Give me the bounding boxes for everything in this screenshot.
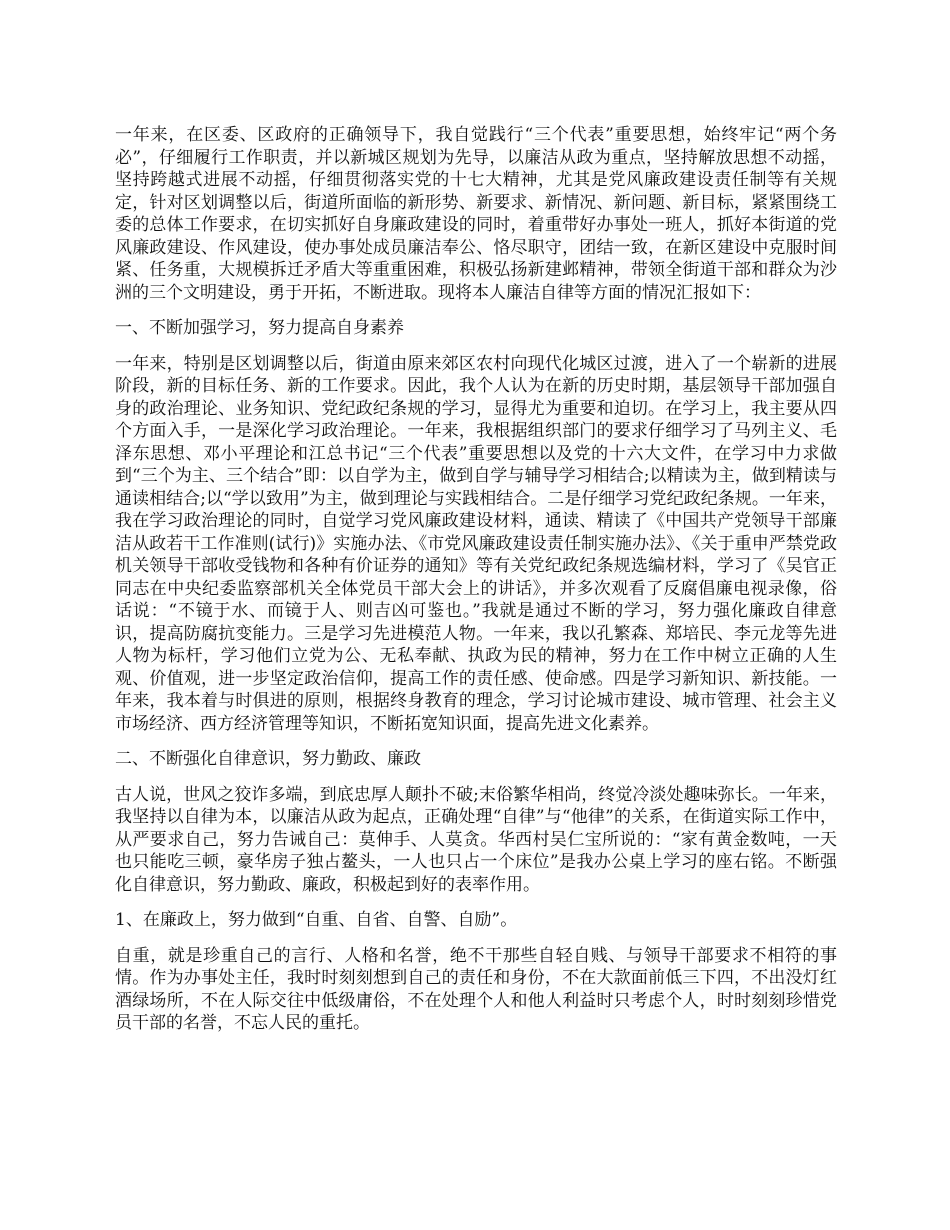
- document-body: [115, 124, 837, 1048]
- intro-paragraph: 一年来，在区委、区政府的正确领导下，我自觉践行“三个代表”重要思想，始终牢记“两个务必”，仔细履行工作职责，并以新城区规划为先导，以廉洁从政为重点，坚持解放思想不动摇，坚持跨越式进展不动摇，仔细贯彻落实党的十七大精神，尤其是党风廉政建设责任制等有关规定，针对区划调整以后，街道所面临的新形势、新要求、新情况、新问题、新目标，紧紧围绕工委的总体工作要求，在切实抓好自身廉政建设的同时，着重带好办事处一班人，抓好本街道的党风廉政建设、作风建设，使办事处成员廉洁奉公、恪尽职守，团结一致，在新区建设中克服时间紧、任务重，大规模拆迁矛盾大等重重困难，积极弘扬新建邺精神，带领全街道干部和群众为沙洲的三个文明建设，勇于开拓，不断进取。现将本人廉洁自律等方面的情况汇报如下：: [115, 125, 837, 303]
- subsection-heading-1: 1、在廉政上，努力做到“自重、自省、自警、自励”。: [115, 910, 518, 930]
- section-heading-1: 一、不断加强学习，努力提高自身素养: [115, 318, 404, 338]
- study-paragraph: 一年来，特别是区划调整以后，街道由原来郊区农村向现代化城区过渡，进入了一个崭新的进展阶段，新的目标任务、新的工作要求。因此，我个人认为在新的历史时期，基层领导干部加强自身的政治理论、业务知识、党纪政纪条规的学习，显得尤为重要和迫切。在学习上，我主要从四个方面入手，一是深化学习政治理论。一年来，我根据组织部门的要求仔细学习了马列主义、毛泽东思想、邓小平理论和江总书记“三个代表”重要思想以及党的十六大文件，在学习中力求做到“三个为主、三个结合”即：以自学为主，做到自学与辅导学习相结合;以精读为主，做到精读与通读相结合;以“学以致用”为主，做到理论与实践相结合。二是仔细学习党纪政纪条规。一年来，我在学习政治理论的同时，自觉学习党风廉政建设材料，通读、精读了《中国共产党领导干部廉洁从政若干工作准则(试行)》实施办法、《市党风廉政建设责任制实施办法》、《关于重申严禁党政机关领导干部收受钱物和各种有价证券的通知》等有关党纪政纪条规选编材料，学习了《吴官正同志在中央纪委监察部机关全体党员干部大会上的讲话》，并多次观看了反腐倡廉电视录像，俗话说：“不镜于水、而镜于人、则吉凶可鉴也。”我就是通过不断的学习，努力强化廉政自律意识，提高防腐抗变能力。三是学习先进模范人物。一年来，我以孔繁森、郑培民、李元龙等先进人物为标杆，学习他们立党为公、无私奉献、执政为民的精神，努力在工作中树立正确的人生观、价值观，进一步坚定政治信仰，提高工作的责任感、使命感。四是学习新知识、新技能。一年来，我本着与时俱进的原则，根据终身教育的理念，学习讨论城市建设、城市管理、社会主义市场经济、西方经济管理等知识，不断拓宽知识面，提高先进文化素养。: [115, 353, 837, 734]
- section-heading-2: 二、不断强化自律意识，努力勤政、廉政: [115, 749, 421, 769]
- self-discipline-paragraph: 古人说，世风之狡诈多端，到底忠厚人颠扑不破;末俗繁华相尚，终觉冷淡处趣味弥长。一年来，我坚持以自律为本，以廉洁从政为起点，正确处理“自律”与“他律”的关系，在街道实际工作中，从严要求自己，努力告诫自己：莫伸手、人莫贪。华西村吴仁宝所说的：“家有黄金数吨，一天也只能吃三顿，豪华房子独占鳌头，一人也只占一个床位”是我办公桌上学习的座右铭。不断强化自律意识，努力勤政、廉政，积极起到好的表率作用。: [115, 784, 837, 895]
- self-respect-paragraph: 自重，就是珍重自己的言行、人格和名誉，绝不干那些自轻自贱、与领导干部要求不相符的事情。作为办事处主任，我时时刻刻想到自己的责任和身份，不在大款面前低三下四，不出没灯红酒绿场所，不在人际交往中低级庸俗，不在处理个人和他人利益时只考虑个人，时时刻刻珍惜党员干部的名誉，不忘人民的重托。: [115, 945, 837, 1033]
